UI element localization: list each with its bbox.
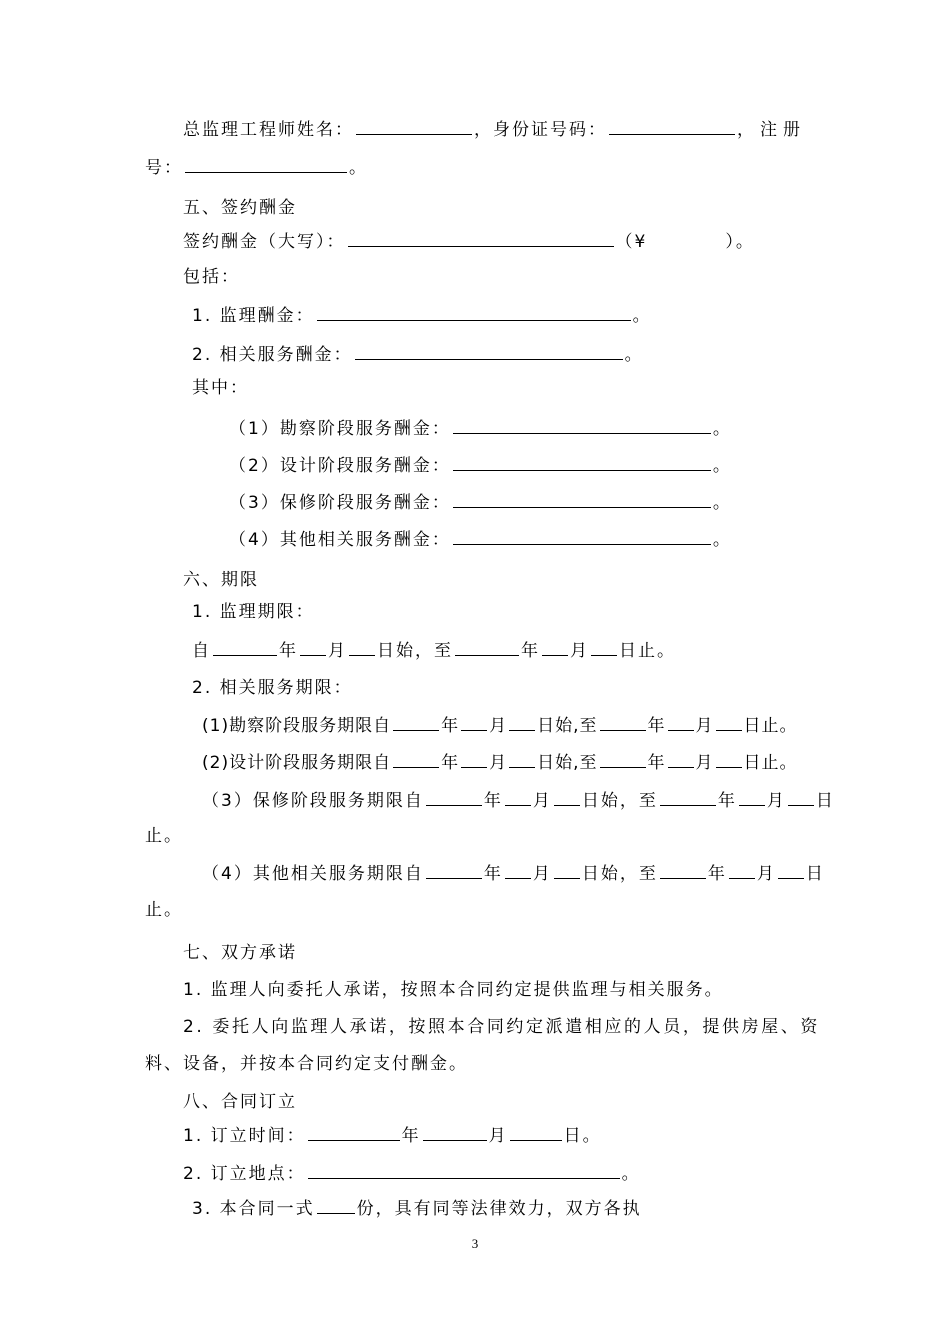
start-month-blank[interactable] xyxy=(300,639,326,656)
copies-count-blank[interactable] xyxy=(317,1197,355,1214)
start-day-blank[interactable] xyxy=(349,639,375,656)
warranty-period-stop: 止。 xyxy=(145,826,183,846)
other-start-month[interactable] xyxy=(505,862,531,879)
warranty-end-year[interactable] xyxy=(660,789,716,806)
yuan-amount-blank[interactable] xyxy=(649,231,723,247)
month-label: 月 xyxy=(695,753,714,773)
section8-heading: 八、合同订立 xyxy=(183,1092,297,1112)
other-start-year[interactable] xyxy=(426,862,482,879)
fee-sub-2 xyxy=(229,454,732,476)
signing-fee-label: 签约酬金（大写）： xyxy=(183,232,346,252)
year-label: 年 xyxy=(717,791,737,811)
warranty-start-day[interactable] xyxy=(554,789,580,806)
related-fee-label: 2. 相关服务酬金： xyxy=(192,345,353,365)
warranty-fee-label: （3）保修阶段服务酬金： xyxy=(229,493,451,513)
commitment-2-line-2: 料、设备，并按本合同约定支付酬金。 xyxy=(145,1054,468,1074)
of-which-label: 其中： xyxy=(192,378,249,398)
day-end-label: 日止。 xyxy=(619,641,676,661)
supervision-period-line xyxy=(192,639,676,661)
copies-label-2: 份，具有同等法律效力，双方各执 xyxy=(356,1199,642,1219)
fee-sub-4-end: 。 xyxy=(712,530,732,550)
month-label-2: 月 xyxy=(570,641,589,661)
supervisor-id-blank[interactable] xyxy=(609,118,735,135)
end-day-blank[interactable] xyxy=(591,639,617,656)
other-period-stop: 止。 xyxy=(145,900,183,920)
warranty-start-month[interactable] xyxy=(505,789,531,806)
year-label: 年 xyxy=(441,716,460,736)
month-label: 月 xyxy=(756,864,776,884)
other-end-month[interactable] xyxy=(729,862,755,879)
other-end-year[interactable] xyxy=(660,862,706,879)
design-end-year[interactable] xyxy=(600,751,646,768)
copies-label-1: 3. 本合同一式 xyxy=(192,1199,315,1219)
signing-day-blank[interactable] xyxy=(510,1124,562,1141)
other-period-line xyxy=(202,862,825,884)
design-end-month[interactable] xyxy=(668,751,694,768)
year-label: 年 xyxy=(441,753,460,773)
supervision-fee-label: 1. 监理酬金： xyxy=(192,306,315,326)
design-period-label: (2)设计阶段服务期限自 xyxy=(202,753,392,773)
from-label: 自 xyxy=(192,641,211,661)
signing-place-end: 。 xyxy=(621,1164,641,1184)
day-label: 日。 xyxy=(563,1126,602,1146)
survey-period-line xyxy=(202,714,798,736)
page-number: 3 xyxy=(471,1236,479,1251)
fee-sub-4 xyxy=(229,528,732,550)
related-fee-blank[interactable] xyxy=(355,343,623,360)
year-label: 年 xyxy=(401,1126,421,1146)
fee-sub-1 xyxy=(229,417,732,439)
supervisor-line xyxy=(183,118,806,140)
survey-start-year[interactable] xyxy=(393,714,439,731)
related-period-label: 2. 相关服务期限： xyxy=(192,678,353,698)
supervisor-reg-blank[interactable] xyxy=(185,156,347,173)
warranty-period-label: （3）保修阶段服务期限自 xyxy=(202,791,424,811)
fee-item-1-end: 。 xyxy=(632,306,652,326)
design-fee-label: （2）设计阶段服务酬金： xyxy=(229,456,451,476)
other-fee-label: （4）其他相关服务酬金： xyxy=(229,530,451,550)
supervisor-name-label: 总监理工程师姓名： xyxy=(183,120,354,140)
day-end-label: 日止。 xyxy=(743,753,798,773)
fee-sub-3 xyxy=(229,491,732,513)
year-label: 年 xyxy=(483,864,503,884)
design-start-month[interactable] xyxy=(461,751,487,768)
day-label: 日 xyxy=(805,864,825,884)
supervisor-reg-label-2: 号： xyxy=(145,158,183,178)
day-start-label: 日始，至 xyxy=(377,641,453,661)
year-label: 年 xyxy=(647,716,666,736)
month-label: 月 xyxy=(488,1126,508,1146)
design-start-year[interactable] xyxy=(393,751,439,768)
includes-label: 包括： xyxy=(183,267,240,287)
supervision-fee-blank[interactable] xyxy=(317,304,631,321)
fee-item-1 xyxy=(192,304,652,326)
survey-start-month[interactable] xyxy=(461,714,487,731)
month-label: 月 xyxy=(532,864,552,884)
warranty-end-month[interactable] xyxy=(739,789,765,806)
signing-place-label: 2. 订立地点： xyxy=(183,1164,306,1184)
day-start-label: 日始，至 xyxy=(581,791,658,811)
survey-end-month[interactable] xyxy=(668,714,694,731)
signing-place-line xyxy=(183,1162,641,1184)
year-label: 年 xyxy=(483,791,503,811)
survey-end-day[interactable] xyxy=(716,714,742,731)
fee-sub-1-end: 。 xyxy=(712,419,732,439)
supervisor-end: 。 xyxy=(349,158,368,178)
fee-sub-2-end: 。 xyxy=(712,456,732,476)
signing-fee-blank[interactable] xyxy=(348,230,614,247)
month-label: 月 xyxy=(489,753,508,773)
copies-line xyxy=(192,1197,642,1219)
signing-year-blank[interactable] xyxy=(308,1124,400,1141)
survey-period-label: (1)勘察阶段服务期限自 xyxy=(202,716,392,736)
section5-heading: 五、签约酬金 xyxy=(183,198,297,218)
commitment-2-line-1: 2. 委托人向监理人承诺，按照本合同约定派遣相应的人员，提供房屋、资 xyxy=(183,1017,821,1037)
warranty-period-line xyxy=(202,789,835,811)
year-label: 年 xyxy=(647,753,666,773)
signing-month-blank[interactable] xyxy=(423,1124,487,1141)
section6-heading: 六、期限 xyxy=(183,570,259,590)
yuan-close: ）。 xyxy=(725,232,755,252)
signing-fee-line xyxy=(183,230,755,252)
other-end-day[interactable] xyxy=(778,862,804,879)
section7-heading: 七、双方承诺 xyxy=(183,943,297,963)
year-label: 年 xyxy=(707,864,727,884)
month-label: 月 xyxy=(766,791,786,811)
month-label: 月 xyxy=(532,791,552,811)
day-start-label: 日始，至 xyxy=(581,864,658,884)
survey-start-day[interactable] xyxy=(509,714,535,731)
supervisor-reg-label: ，注册 xyxy=(737,120,806,140)
design-start-day[interactable] xyxy=(509,751,535,768)
month-label: 月 xyxy=(695,716,714,736)
other-period-label: （4）其他相关服务期限自 xyxy=(202,864,424,884)
month-label: 月 xyxy=(328,641,347,661)
supervisor-id-label: ，身份证号码： xyxy=(474,120,607,140)
start-year-blank[interactable] xyxy=(213,639,277,656)
fee-sub-3-end: 。 xyxy=(712,493,732,513)
supervision-period-label: 1. 监理期限： xyxy=(192,602,315,622)
fee-item-2-end: 。 xyxy=(624,345,644,365)
other-fee-blank[interactable] xyxy=(453,528,711,545)
end-month-blank[interactable] xyxy=(542,639,568,656)
warranty-fee-blank[interactable] xyxy=(453,491,711,508)
day-label: 日 xyxy=(815,791,835,811)
design-period-line xyxy=(202,751,798,773)
yuan-open: （¥ xyxy=(615,232,648,252)
survey-end-year[interactable] xyxy=(600,714,646,731)
warranty-end-day[interactable] xyxy=(788,789,814,806)
design-fee-blank[interactable] xyxy=(453,454,711,471)
year-label-2: 年 xyxy=(521,641,540,661)
design-end-day[interactable] xyxy=(716,751,742,768)
end-year-blank[interactable] xyxy=(455,639,519,656)
day-end-label: 日止。 xyxy=(743,716,798,736)
year-label: 年 xyxy=(279,641,298,661)
survey-fee-label: （1）勘察阶段服务酬金： xyxy=(229,419,451,439)
supervisor-reg-line xyxy=(145,156,368,178)
fee-item-2 xyxy=(192,343,644,365)
signing-place-blank[interactable] xyxy=(308,1162,620,1179)
signing-time-line xyxy=(183,1124,602,1146)
commitment-1: 1. 监理人向委托人承诺，按照本合同约定提供监理与相关服务。 xyxy=(183,980,724,1000)
day-start-label: 日始,至 xyxy=(537,753,598,773)
day-start-label: 日始,至 xyxy=(537,716,598,736)
signing-time-label: 1. 订立时间： xyxy=(183,1126,306,1146)
month-label: 月 xyxy=(489,716,508,736)
warranty-start-year[interactable] xyxy=(426,789,482,806)
supervisor-name-blank[interactable] xyxy=(356,118,472,135)
other-start-day[interactable] xyxy=(554,862,580,879)
survey-fee-blank[interactable] xyxy=(453,417,711,434)
